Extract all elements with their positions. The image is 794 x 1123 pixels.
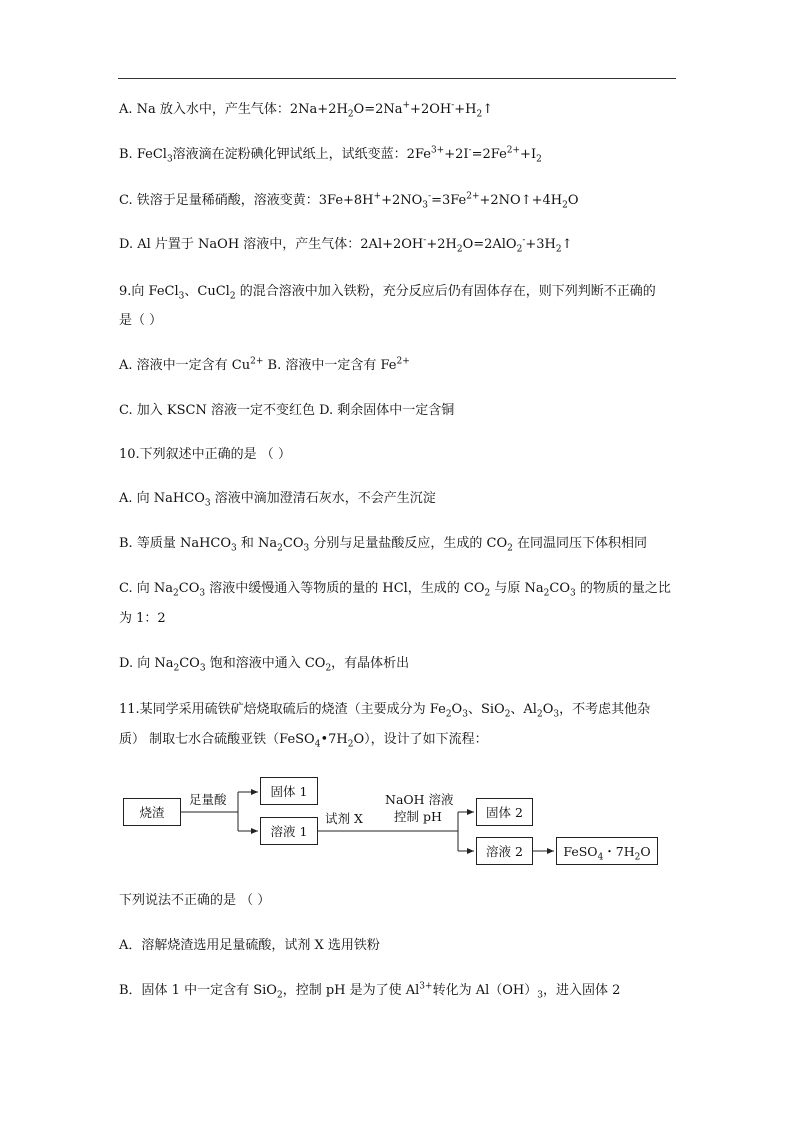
- option-10c: C. 向 $Na_2CO_3$ 溶液中缓慢通入等物质的量的 HCl，生成的 $CO_2$ 与原 $Na_2CO_3$ 的物质的量之比: [119, 581, 671, 599]
- option-10b: B. 等质量 NaHCO$_3$ 和 $Na_2CO_3$ 分别与足量盐酸反应，生成的 $CO_2$ 在同温同压下体积相同: [119, 536, 647, 554]
- box-solution-2: 溶液 2: [476, 837, 533, 865]
- label-acid: 足量酸: [189, 792, 227, 807]
- label-reagent-x: 试剂 X: [325, 811, 363, 826]
- box-shaozha: 烧渣: [123, 798, 181, 826]
- question-9-stem-cont: 是（ ）: [119, 313, 163, 328]
- option-10c-cont: 为 1：2: [119, 611, 166, 626]
- question-11-stem: 11.某同学采用硫铁矿焙烧取硫后的烧渣（主要成分为 $Fe_2O_3$、SiO$_2$、$Al_2O_3$，不考虑其他杂: [119, 702, 651, 720]
- option-8a: A. Na 放入水中，产生气体：$2Na+2H_2O=2Na^++2OH^-+H_2↑$: [119, 100, 494, 120]
- options-9cd: C. 加入 KSCN 溶液一定不变红色 D. 剩余固体中一定含铜: [119, 403, 455, 418]
- options-9ab: A. 溶液中一定含有 $Cu^{2+}$ B. 溶液中一定含有 $Fe^{2+}$: [119, 356, 410, 373]
- box-solid-1: 固体 1: [260, 777, 318, 805]
- box-solid-2: 固体 2: [476, 798, 533, 826]
- box-product-feso4: FeSO$_4$・$7H_2O$: [556, 837, 658, 865]
- option-11b: B．固体 1 中一定含有 SiO$_2$，控制 pH 是为了使 $Al^{3+}$转化为 $Al(OH)_3$，进入固体 2: [119, 981, 621, 1001]
- box-solution-1: 溶液 1: [260, 817, 318, 845]
- label-naoh: NaOH 溶液: [385, 792, 454, 807]
- question-11-stem-cont: 质） 制取七水合硫酸亚铁$(FeSO_4•7H_2O)$，设计了如下流程：: [119, 732, 488, 750]
- option-8d: D. Al 片置于 NaOH 溶液中，产生气体：$2Al+2OH^-+2H_2O=2AlO_2^-+3H_2↑$: [119, 235, 573, 255]
- option-8c: C. 铁溶于足量稀硝酸，溶液变黄：$3Fe+8H^++2NO_3^-=3Fe^{2+}+2NO↑+4H_2O$: [119, 191, 579, 211]
- question-10-stem: 10.下列叙述中正确的是 （ ）: [119, 447, 291, 462]
- option-11a: A．溶解烧渣选用足量硫酸，试剂 X 选用铁粉: [119, 938, 380, 953]
- option-10a: A. 向 NaHCO$_3$ 溶液中滴加澄清石灰水，不会产生沉淀: [119, 491, 436, 509]
- question-11-prompt: 下列说法不正确的是 （ ）: [119, 893, 271, 908]
- option-8b: B. FeCl$_3$溶液滴在淀粉碘化钾试纸上，试纸变蓝：$2Fe^{3+}+2I^-=2Fe^{2+}+I_2$: [119, 145, 542, 165]
- option-10d: D. 向 $Na_2CO_3$ 饱和溶液中通入 $CO_2$，有晶体析出: [119, 656, 410, 674]
- question-9-stem: 9.向 FeCl$_3$、CuCl$_2$ 的混合溶液中加入铁粉，充分反应后仍有固体存在，则下列判断不正确的: [119, 284, 656, 302]
- label-control-ph: 控制 pH: [394, 809, 442, 824]
